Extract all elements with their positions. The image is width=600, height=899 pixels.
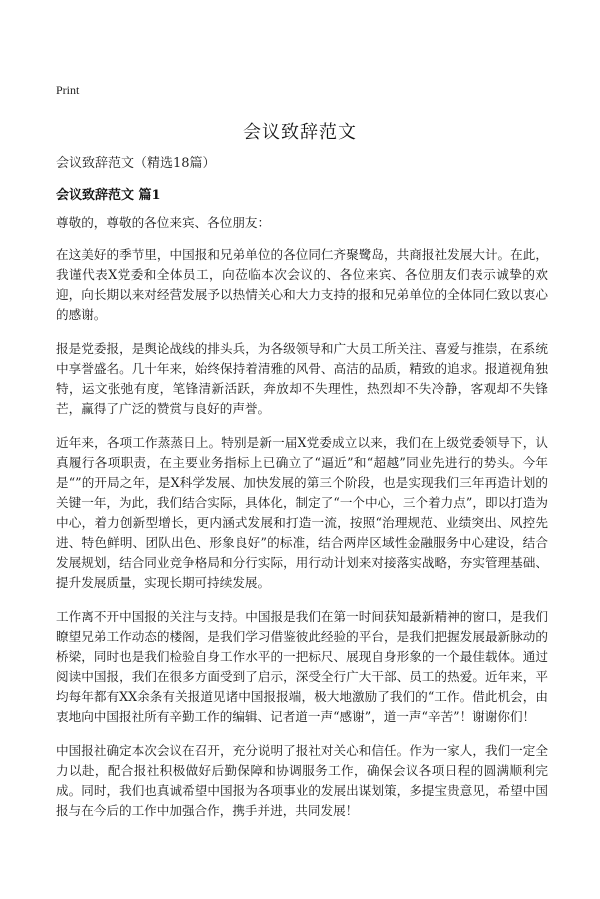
document-subtitle: 会议致辞范文（精选18篇） — [56, 156, 216, 171]
page-title: 会议致辞范文 — [243, 122, 357, 143]
print-label: Print — [56, 83, 80, 97]
body-paragraph-5: 中国报社确定本次会议在召开，充分说明了报社对关心和信任。作为一家人，我们一定全力以赴，配合报社积极做好后勤保障和协调服务工作，确保会议各项日程的圆满顺利完成。同时，我们也真诚希望中国报为各项事业的发展出谋划策，多提宝贵意见，希望中国报与在今后的工作中加强合作，携手并进，共同发展！ — [56, 743, 548, 818]
body-paragraph-1: 在这美好的季节里，中国报和兄弟单位的各位同仁齐聚鹭岛，共商报社发展大计。在此，我谨代表X党委和全体员工，向莅临本次会议的、各位来宾、各位朋友们表示诚挚的欢迎，向长期以来对经营发展予以热情关心和大力支持的报和兄弟单位的全体同仁致以衷心的感谢。 — [56, 247, 548, 322]
body-paragraph-3: 近年来，各项工作蒸蒸日上。特别是新一届X党委成立以来，我们在上级党委领导下，认真履行各项职责，在主要业务指标上已确立了“逼近”和“超越”同业先进行的势头。今年是“”的开局之年，是X科学发展、加快发展的第三个阶段，也是实现我们三年再造计划的关键一年，为此，我们结合实际，具体化，制定了“一个中心，三个着力点”，即以打造为中心，着力创新型增长，更内涵式发展和打造一流，按照“治理规范、业绩突出、风控先进、特色鲜明、团队出色、形象良好”的标准，结合两岸区域性金融服务中心建设，结合发展规划，结合同业竞争格局和分行实际，用行动计划来对接落实战略，夯实管理基础、提升发展质量，实现长期可持续发展。 — [56, 435, 548, 590]
section-heading: 会议致辞范文 篇1 — [56, 188, 161, 203]
body-paragraph-4: 工作离不开中国报的关注与支持。中国报是我们在第一时间获知最新精神的窗口，是我们瞭望兄弟工作动态的楼阁，是我们学习借鉴彼此经验的平台，是我们把握发展最新脉动的桥梁，同时也是我们检验自身工作水平的一把标尺、展现自身形象的一个最佳载体。通过阅读中国报，我们在很多方面受到了启示，深受全行广大干部、员工的热爱。近年来，平均每年都有XX余条有关报道见诸中国报报端，极大地激励了我们的“工作。借此机会，由衷地向中国报社所有辛勤工作的编辑、记者道一声“感谢”，道一声“辛苦”！谢谢你们！ — [56, 609, 548, 724]
greeting-paragraph: 尊敬的，尊敬的各位来宾、各位朋友： — [56, 215, 271, 230]
document-body — [56, 213, 548, 835]
body-paragraph-2: 报是党委报，是舆论战线的排头兵，为各级领导和广大员工所关注、喜爱与推崇，在系统中享誉盛名。几十年来，始终保持着清雅的风骨、高洁的品质，精致的追求。报道视角独特，运文张弛有度，笔锋清新活跃，奔放却不失理性，热烈却不失冷静，客观却不失锋芒，赢得了广泛的赞赏与良好的声誉。 — [56, 341, 548, 416]
